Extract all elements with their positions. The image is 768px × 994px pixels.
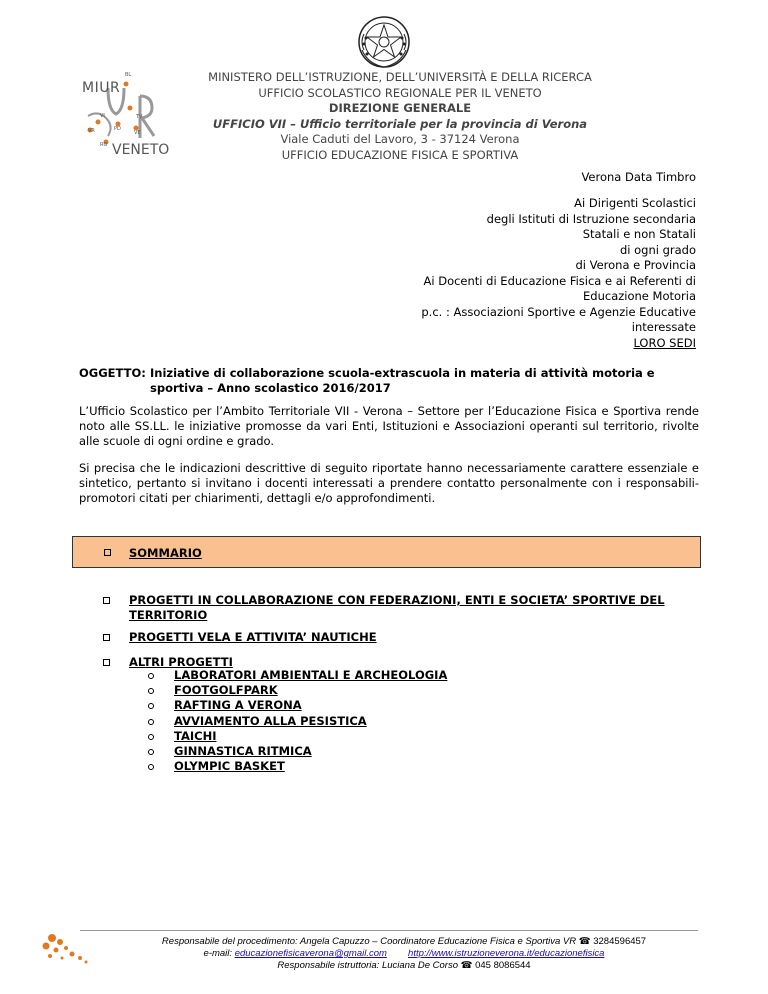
- square-bullet-icon: [103, 634, 110, 641]
- recipient-line: LORO SEDI: [633, 335, 696, 350]
- recipient-line: di Verona e Provincia: [575, 258, 696, 272]
- toc-item[interactable]: [104, 630, 694, 645]
- list-item[interactable]: [148, 698, 447, 713]
- toc-item[interactable]: [104, 593, 694, 623]
- subject-line-1: Iniziative di collaborazione scuola-extrascuola in materia di attività motoria e: [150, 366, 655, 380]
- list-item[interactable]: [148, 714, 447, 729]
- regional-office: UFFICIO SCOLASTICO REGIONALE PER IL VENETO: [258, 85, 542, 100]
- footer-line-1: [100, 936, 708, 948]
- footer-line-3: [100, 960, 708, 972]
- date-stamp-line: Verona Data Timbro: [581, 170, 696, 184]
- instruction-manager: Responsabile istruttoria: Luciana De Corso: [277, 960, 458, 971]
- province-bl: BL: [125, 72, 132, 78]
- subject-label: OGGETTO:: [79, 366, 146, 380]
- recipient-line: Statali e non Statali: [582, 227, 696, 241]
- toc-item-label[interactable]: PROGETTI VELA E ATTIVITA’ NAUTICHE: [129, 630, 377, 644]
- circle-bullet-icon: [148, 719, 154, 725]
- list-item-label[interactable]: RAFTING A VERONA: [174, 698, 302, 713]
- office-address: Viale Caduti del Lavoro, 3 - 37124 Verona: [280, 132, 520, 146]
- letterhead: [180, 70, 620, 163]
- footer-contacts: [100, 936, 708, 972]
- footer-line-2: [100, 948, 708, 960]
- miur-logo-text: MIUR: [82, 80, 121, 96]
- list-item-label[interactable]: TAICHI: [174, 728, 217, 743]
- circle-bullet-icon: [148, 764, 154, 770]
- territorial-office: UFFICIO VII – Ufficio territoriale per la provincia di Verona: [212, 116, 588, 131]
- summary-title[interactable]: SOMMARIO: [129, 546, 202, 560]
- veneto-logo-text: VENETO: [112, 142, 170, 158]
- manager-phone: ☎ 3284596457: [578, 936, 647, 947]
- list-item[interactable]: [148, 729, 447, 744]
- recipient-line: p.c. : Associazioni Sportive e Agenzie Educative: [421, 304, 696, 319]
- list-item[interactable]: [148, 683, 447, 698]
- circle-bullet-icon: [148, 734, 154, 740]
- procedure-manager: Responsabile del procedimento: Angela Capuzzo – Coordinatore Educazione Fisica e Sportiva VR: [161, 936, 577, 947]
- other-projects-list: [148, 668, 447, 774]
- summary-header-box: [72, 536, 701, 568]
- circle-bullet-icon: [148, 703, 154, 709]
- subject-line-2: sportiva – Anno scolastico 2016/2017: [150, 381, 391, 395]
- miur-veneto-logo: [78, 66, 178, 156]
- toc-item-label[interactable]: ALTRI PROGETTI: [129, 655, 233, 669]
- square-bullet-icon: [104, 549, 111, 556]
- footer-divider: [80, 930, 698, 931]
- website-link[interactable]: http://www.istruzioneverona.it/educazionefisica: [408, 948, 605, 959]
- ministry-name: MINISTERO DELL’ISTRUZIONE, DELL’UNIVERSITÀ E DELLA RICERCA: [208, 70, 592, 84]
- province-vr: VR: [88, 128, 95, 134]
- recipient-line: Educazione Motoria: [583, 289, 696, 303]
- recipients-block: [421, 196, 696, 351]
- list-item-label[interactable]: FOOTGOLFPARK: [174, 683, 278, 698]
- email-link[interactable]: educazionefisicaverona@gmail.com: [234, 948, 387, 959]
- list-item-label[interactable]: LABORATORI AMBIENTALI E ARCHEOLOGIA: [174, 668, 448, 682]
- province-ve: VE: [134, 130, 141, 136]
- toc-item-label[interactable]: PROGETTI IN COLLABORAZIONE CON FEDERAZIONI, ENTI E SOCIETA’ SPORTIVE DEL TERRITORIO: [129, 593, 665, 622]
- list-item[interactable]: [148, 744, 447, 759]
- general-direction: DIREZIONE GENERALE: [328, 101, 472, 115]
- province-tv: TV: [136, 114, 143, 120]
- recipient-line: interessate: [631, 320, 696, 334]
- recipient-line: Ai Docenti di Educazione Fisica e ai Referenti di: [423, 273, 696, 288]
- list-item-label[interactable]: GINNASTICA RITMICA: [174, 744, 312, 759]
- province-vi: VI: [100, 113, 105, 119]
- subject-block: [79, 366, 699, 396]
- recipient-line: Ai Dirigenti Scolastici: [574, 196, 696, 210]
- province-pd: PD: [114, 126, 121, 132]
- recipient-line: degli Istituti di Istruzione secondaria: [486, 211, 696, 226]
- list-item-label[interactable]: OLYMPIC BASKET: [174, 759, 285, 774]
- italian-republic-emblem-icon: [356, 14, 412, 70]
- circle-bullet-icon: [148, 688, 154, 694]
- instruction-phone: ☎ 045 8086544: [460, 960, 531, 971]
- province-ro: RO: [100, 142, 108, 148]
- footer-dots-logo-icon: [30, 928, 90, 968]
- list-item[interactable]: [148, 759, 447, 774]
- department-name: UFFICIO EDUCAZIONE FISICA E SPORTIVA: [281, 147, 519, 162]
- square-bullet-icon: [103, 659, 110, 666]
- circle-bullet-icon: [148, 673, 154, 679]
- note-paragraph: Si precisa che le indicazioni descrittive di seguito riportate hanno necessariamente carattere essenziale e sintetico, pertanto si invitano i docenti interessati a prendere contatto personalmente con i responsabili-promotori citati per chiarimenti, dettagli e/o approfondimenti.: [79, 461, 699, 505]
- list-item-label[interactable]: AVVIAMENTO ALLA PESISTICA: [174, 713, 367, 728]
- square-bullet-icon: [103, 597, 110, 604]
- email-label: e-mail:: [203, 948, 233, 959]
- circle-bullet-icon: [148, 749, 154, 755]
- intro-paragraph: L’Ufficio Scolastico per l’Ambito Territoriale VII - Verona – Settore per l’Educazione Fisica e Sportiva rende noto alle SS.LL. le iniziative promosse da vari Enti, Istituzioni e Associazioni operanti sul territorio, rivolte alle scuole di ogni ordine e grado.: [79, 404, 699, 448]
- list-item[interactable]: [148, 668, 447, 683]
- recipient-line: di ogni grado: [619, 242, 696, 257]
